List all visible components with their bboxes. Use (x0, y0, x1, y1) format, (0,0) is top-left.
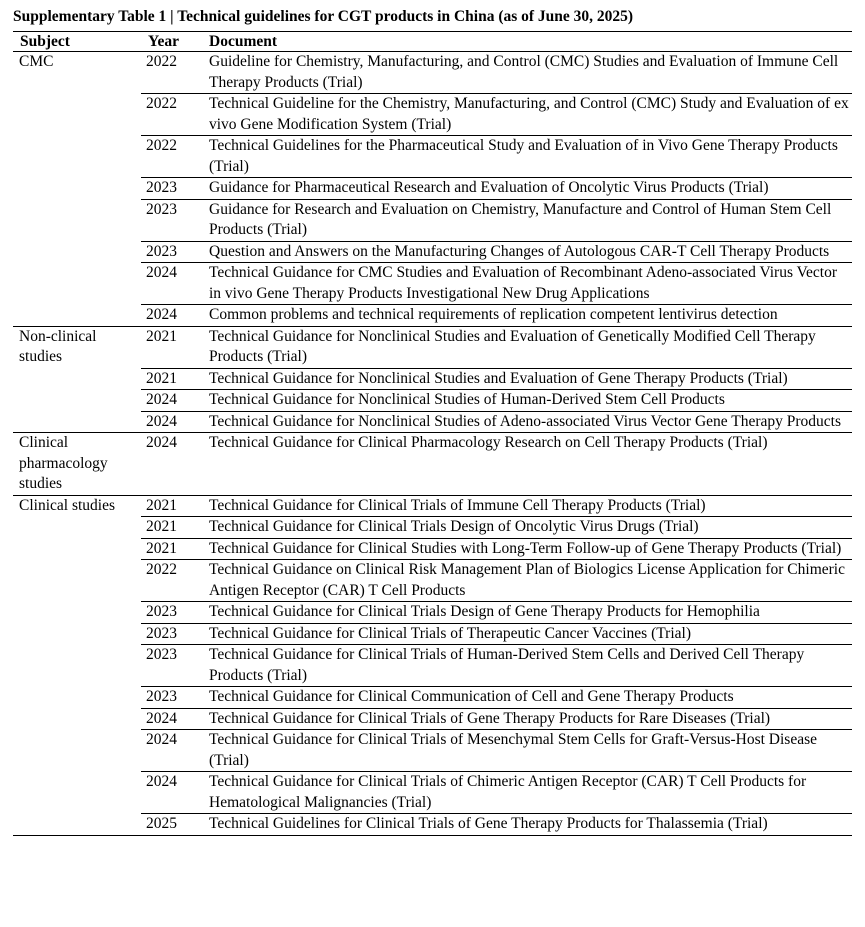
document-cell: Technical Guideline for the Chemistry, Manufacturing, and Control (CMC) Study and Evaluation of ex vivo Gene Modification System (Trial) (202, 94, 852, 136)
document-cell: Technical Guidance for Clinical Trials Design of Oncolytic Virus Drugs (Trial) (202, 517, 852, 539)
table-caption: Supplementary Table 1 | Technical guidelines for CGT products in China (as of June 30, 2025) (13, 8, 634, 25)
document-cell: Technical Guidance on Clinical Risk Management Plan of Biologics License Application for Chimeric Antigen Receptor (CAR) T Cell Products (202, 560, 852, 602)
year-cell: 2022 (141, 94, 202, 136)
table-row (13, 326, 852, 368)
document-cell: Technical Guidance for Nonclinical Studies of Human-Derived Stem Cell Products (202, 390, 852, 412)
subject-cell: Non-clinical studies (13, 326, 141, 433)
document-cell: Technical Guidance for Clinical Trials of Human-Derived Stem Cells and Derived Cell Therapy Products (Trial) (202, 645, 852, 687)
year-cell: 2023 (141, 241, 202, 263)
guidelines-table (13, 31, 852, 836)
document-cell: Technical Guidelines for Clinical Trials of Gene Therapy Products for Thalassemia (Trial) (202, 814, 852, 836)
document-cell: Technical Guidance for Clinical Trials of Immune Cell Therapy Products (Trial) (202, 495, 852, 517)
year-cell: 2021 (141, 368, 202, 390)
document-cell: Technical Guidelines for the Pharmaceutical Study and Evaluation of in Vivo Gene Therapy Products (Trial) (202, 136, 852, 178)
document-cell: Technical Guidance for Clinical Pharmacology Research on Cell Therapy Products (Trial) (202, 433, 852, 496)
year-cell: 2024 (141, 305, 202, 327)
table-row (13, 495, 852, 517)
year-cell: 2024 (141, 390, 202, 412)
year-cell: 2022 (141, 560, 202, 602)
year-cell: 2023 (141, 199, 202, 241)
document-cell: Technical Guidance for Clinical Studies with Long-Term Follow-up of Gene Therapy Products (Trial) (202, 538, 852, 560)
year-cell: 2021 (141, 326, 202, 368)
year-cell: 2022 (141, 52, 202, 94)
document-cell: Common problems and technical requirements of replication competent lentivirus detection (202, 305, 852, 327)
table-row (13, 433, 852, 496)
table-body (13, 52, 852, 836)
year-cell: 2023 (141, 178, 202, 200)
year-cell: 2024 (141, 730, 202, 772)
document-cell: Technical Guidance for Clinical Communication of Cell and Gene Therapy Products (202, 687, 852, 709)
document-cell: Technical Guidance for CMC Studies and Evaluation of Recombinant Adeno-associated Virus Vector in vivo Gene Therapy Products Investigational New Drug Applications (202, 263, 852, 305)
document-cell: Guidance for Research and Evaluation on Chemistry, Manufacture and Control of Human Stem Cell Products (Trial) (202, 199, 852, 241)
document-cell: Technical Guidance for Clinical Trials of Therapeutic Cancer Vaccines (Trial) (202, 623, 852, 645)
year-cell: 2023 (141, 623, 202, 645)
year-cell: 2023 (141, 602, 202, 624)
year-cell: 2024 (141, 411, 202, 433)
year-cell: 2024 (141, 708, 202, 730)
year-cell: 2021 (141, 517, 202, 539)
subject-cell: Clinical studies (13, 495, 141, 835)
document-cell: Technical Guidance for Clinical Trials of Chimeric Antigen Receptor (CAR) T Cell Products for Hematological Malignancies (Trial) (202, 772, 852, 814)
header-year: Year (141, 32, 202, 52)
year-cell: 2021 (141, 495, 202, 517)
year-cell: 2024 (141, 263, 202, 305)
year-cell: 2022 (141, 136, 202, 178)
document-cell: Guidance for Pharmaceutical Research and Evaluation of Oncolytic Virus Products (Trial) (202, 178, 852, 200)
year-cell: 2025 (141, 814, 202, 836)
table-header-row (13, 32, 852, 52)
header-document: Document (202, 32, 852, 52)
year-cell: 2024 (141, 433, 202, 496)
year-cell: 2021 (141, 538, 202, 560)
table-row (13, 52, 852, 94)
year-cell: 2023 (141, 687, 202, 709)
year-cell: 2024 (141, 772, 202, 814)
document-cell: Technical Guidance for Clinical Trials of Gene Therapy Products for Rare Diseases (Trial) (202, 708, 852, 730)
document-cell: Question and Answers on the Manufacturing Changes of Autologous CAR-T Cell Therapy Products (202, 241, 852, 263)
document-cell: Technical Guidance for Clinical Trials of Mesenchymal Stem Cells for Graft-Versus-Host Disease (Trial) (202, 730, 852, 772)
document-cell: Technical Guidance for Clinical Trials Design of Gene Therapy Products for Hemophilia (202, 602, 852, 624)
document-cell: Technical Guidance for Nonclinical Studies of Adeno-associated Virus Vector Gene Therapy Products (202, 411, 852, 433)
subject-cell: Clinical pharmacology studies (13, 433, 141, 496)
document-cell: Technical Guidance for Nonclinical Studies and Evaluation of Gene Therapy Products (Trial) (202, 368, 852, 390)
subject-cell: CMC (13, 52, 141, 327)
document-cell: Technical Guidance for Nonclinical Studies and Evaluation of Genetically Modified Cell Therapy Products (Trial) (202, 326, 852, 368)
document-cell: Guideline for Chemistry, Manufacturing, and Control (CMC) Studies and Evaluation of Immune Cell Therapy Products (Trial) (202, 52, 852, 94)
year-cell: 2023 (141, 645, 202, 687)
header-subject: Subject (13, 32, 141, 52)
